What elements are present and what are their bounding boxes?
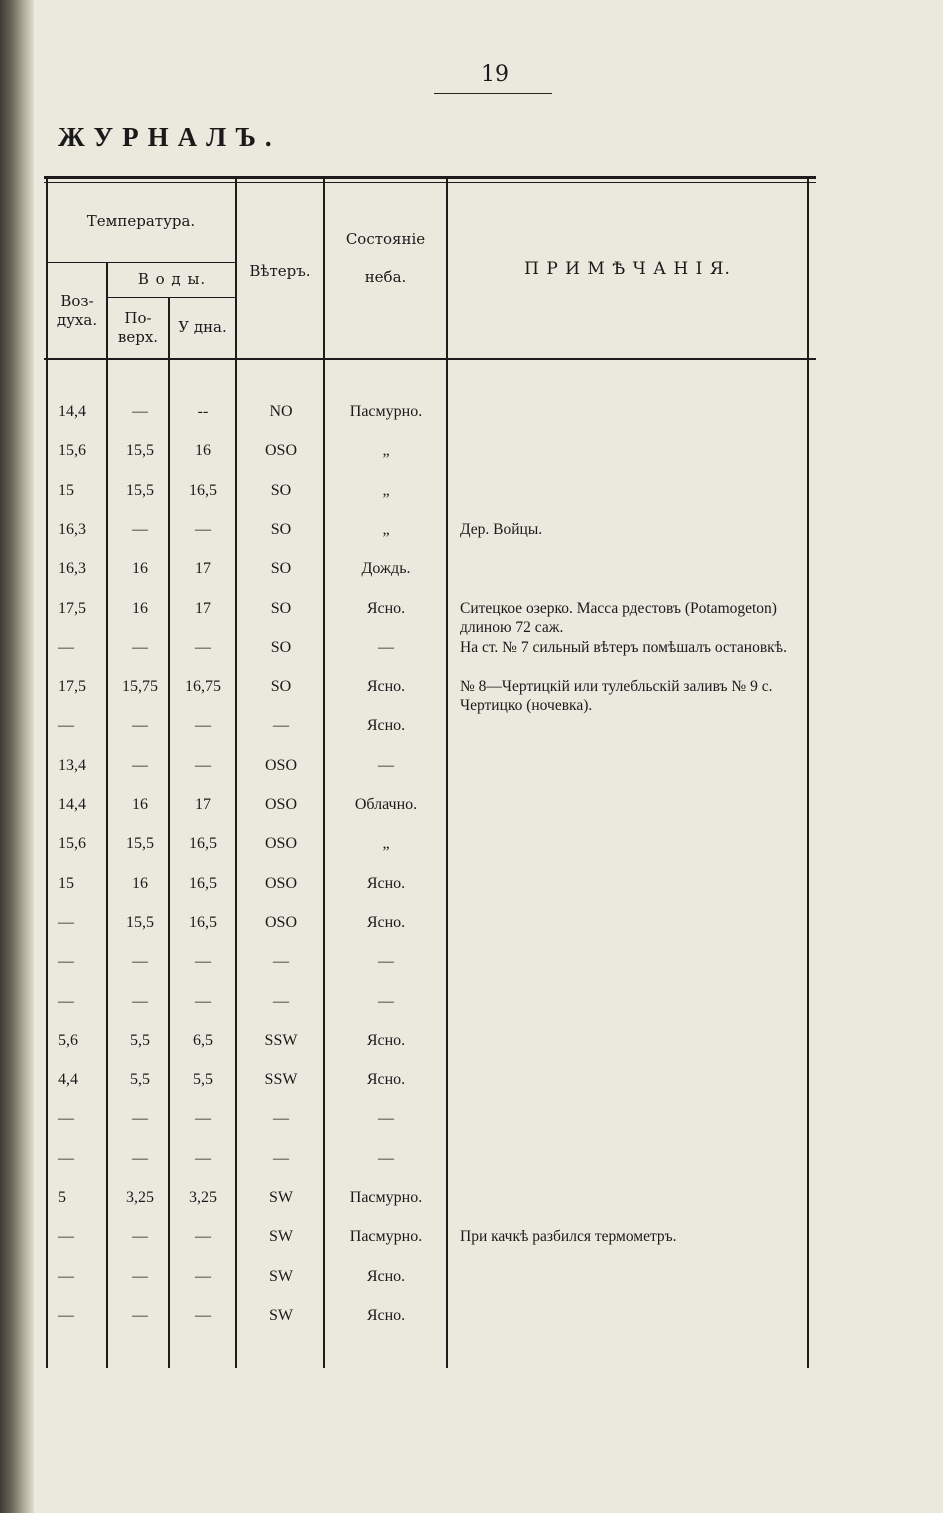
bottom-temp-cell: 16,5 <box>189 914 217 931</box>
surface-temp-cell: 16 <box>132 600 148 617</box>
surface-temp-cell: 15,5 <box>126 914 154 931</box>
bottom-temp-cell: — <box>195 993 211 1010</box>
bottom-temp-cell: — <box>195 953 211 970</box>
col-divider-sky <box>446 178 448 1368</box>
note-cell: Ситецкое озерко. Масса рдестовъ (Potamogeton) длиною 72 саж. <box>460 600 777 636</box>
bottom-temp-cell: 6,5 <box>193 1032 213 1049</box>
sky-state-cell: Ясно. <box>366 717 406 734</box>
air-temp-cell: — <box>58 639 74 656</box>
header-wind: Вѣтеръ. <box>249 262 311 280</box>
header-bottom: У дна. <box>178 318 227 336</box>
wind-cell: — <box>273 1150 289 1167</box>
wind-cell: SW <box>269 1268 293 1285</box>
wind-cell: — <box>273 953 289 970</box>
bottom-temp-cell: — <box>195 1150 211 1167</box>
wind-cell: OSO <box>264 875 297 892</box>
bottom-temp-cell: 17 <box>195 600 211 617</box>
header-bottom-rule <box>44 358 816 360</box>
sky-state-cell: Пасмурно. <box>349 1228 423 1245</box>
air-temp-cell: 16,3 <box>58 560 86 577</box>
air-temp-cell: — <box>58 1307 74 1324</box>
sky-state-cell: Ясно. <box>366 678 406 695</box>
air-temp-cell: — <box>58 1150 74 1167</box>
wind-cell: OSO <box>264 835 297 852</box>
wind-cell: — <box>273 717 289 734</box>
bottom-temp-cell: 16,5 <box>189 835 217 852</box>
water-subrule <box>108 297 236 298</box>
bottom-temp-cell: 5,5 <box>193 1071 213 1088</box>
bottom-temp-cell: 3,25 <box>189 1189 217 1206</box>
sky-state-cell: Ясно. <box>366 1307 406 1324</box>
wind-cell: — <box>273 1110 289 1127</box>
air-temp-cell: 14,4 <box>58 796 86 813</box>
air-temp-cell: 4,4 <box>58 1071 78 1088</box>
bottom-temp-cell: 16,5 <box>189 875 217 892</box>
bottom-temp-cell: — <box>195 757 211 774</box>
note-cell: Дер. Войцы. <box>460 521 543 538</box>
air-temp-cell: — <box>58 717 74 734</box>
bottom-temp-cell: 16 <box>195 442 211 459</box>
sky-state-cell: Пасмурно. <box>349 403 423 420</box>
sky-state-cell: „ <box>382 442 390 459</box>
sky-state-cell: „ <box>382 482 390 499</box>
surface-temp-cell: — <box>132 403 148 420</box>
bottom-temp-cell: 16,5 <box>189 482 217 499</box>
surface-temp-cell: 3,25 <box>126 1189 154 1206</box>
table-top-rule <box>44 176 816 179</box>
journal-title: ЖУРНАЛЪ. <box>58 122 281 152</box>
book-binding-shadow <box>0 0 34 1513</box>
header-temperature: Температура. <box>86 212 196 230</box>
header-surface: По- верх. <box>117 309 159 346</box>
wind-cell: OSO <box>264 796 297 813</box>
wind-cell: — <box>273 993 289 1010</box>
wind-cell: SO <box>270 678 292 695</box>
surface-temp-cell: — <box>132 757 148 774</box>
air-temp-cell: 15 <box>58 482 74 499</box>
surface-temp-cell: 15,5 <box>126 442 154 459</box>
page-number: 19 <box>481 62 509 87</box>
air-temp-cell: 14,4 <box>58 403 86 420</box>
bottom-temp-cell: 16,75 <box>185 678 221 695</box>
air-temp-cell: — <box>58 993 74 1010</box>
bottom-temp-cell: 17 <box>195 560 211 577</box>
wind-cell: SW <box>269 1307 293 1324</box>
wind-cell: SO <box>270 482 292 499</box>
sky-state-cell: — <box>378 1150 394 1167</box>
wind-cell: SO <box>270 600 292 617</box>
wind-cell: SO <box>270 560 292 577</box>
sky-state-cell: Пасмурно. <box>349 1189 423 1206</box>
surface-temp-cell: — <box>132 1150 148 1167</box>
surface-temp-cell: 15,5 <box>126 482 154 499</box>
sky-state-cell: — <box>378 1110 394 1127</box>
bottom-temp-cell: — <box>195 1307 211 1324</box>
surface-temp-cell: — <box>132 1228 148 1245</box>
air-temp-cell: 5 <box>58 1189 66 1206</box>
wind-cell: OSO <box>264 442 297 459</box>
wind-cell: SW <box>269 1189 293 1206</box>
air-temp-cell: 15,6 <box>58 442 86 459</box>
surface-temp-cell: — <box>132 953 148 970</box>
bottom-temp-cell: — <box>195 1110 211 1127</box>
surface-temp-cell: — <box>132 1307 148 1324</box>
wind-cell: SSW <box>264 1032 298 1049</box>
wind-cell: SW <box>269 1228 293 1245</box>
air-temp-cell: 5,6 <box>58 1032 78 1049</box>
header-water: В о д ы. <box>137 270 207 288</box>
header-sky: Состояніе неба. <box>345 230 426 286</box>
surface-temp-cell: 16 <box>132 875 148 892</box>
sky-state-cell: — <box>378 757 394 774</box>
surface-temp-cell: 15,5 <box>126 835 154 852</box>
surface-temp-cell: — <box>132 521 148 538</box>
air-temp-cell: — <box>58 1110 74 1127</box>
header-air: Воз- духа. <box>56 292 98 329</box>
bottom-temp-cell: — <box>195 1268 211 1285</box>
temperature-subrule <box>48 262 236 263</box>
surface-temp-cell: — <box>132 993 148 1010</box>
surface-temp-cell: 5,5 <box>130 1071 150 1088</box>
air-temp-cell: — <box>58 953 74 970</box>
bottom-temp-cell: — <box>195 717 211 734</box>
surface-temp-cell: — <box>132 1268 148 1285</box>
bottom-temp-cell: — <box>195 1228 211 1245</box>
wind-cell: OSO <box>264 914 297 931</box>
sky-state-cell: Ясно. <box>366 1071 406 1088</box>
bottom-temp-cell: — <box>195 521 211 538</box>
surface-temp-cell: — <box>132 639 148 656</box>
sky-state-cell: Ясно. <box>366 1032 406 1049</box>
wind-cell: NO <box>269 403 293 420</box>
sky-state-cell: Ясно. <box>366 914 406 931</box>
sky-state-cell: Ясно. <box>366 875 406 892</box>
surface-temp-cell: — <box>132 717 148 734</box>
table-left-border <box>46 178 48 1368</box>
page-number-rule <box>434 93 552 94</box>
col-divider-bottom <box>235 178 237 1368</box>
table-top-rule-thin <box>44 182 816 183</box>
sky-state-cell: „ <box>382 521 390 538</box>
sky-state-cell: — <box>378 953 394 970</box>
surface-temp-cell: 16 <box>132 796 148 813</box>
surface-temp-cell: 16 <box>132 560 148 577</box>
air-temp-cell: 17,5 <box>58 600 86 617</box>
note-cell: № 8—Чертицкій или тулебльскій заливъ № 9 с. Чертицко (ночевка). <box>460 678 773 714</box>
note-cell: На ст. № 7 сильный вѣтеръ помѣшалъ остановкѣ. <box>460 639 787 656</box>
wind-cell: OSO <box>264 757 297 774</box>
surface-temp-cell: 5,5 <box>130 1032 150 1049</box>
air-temp-cell: 16,3 <box>58 521 86 538</box>
air-temp-cell: 15,6 <box>58 835 86 852</box>
wind-cell: SSW <box>264 1071 298 1088</box>
air-temp-cell: — <box>58 914 74 931</box>
air-temp-cell: — <box>58 1268 74 1285</box>
note-cell: При качкѣ разбился термометръ. <box>460 1228 677 1245</box>
col-divider-surface <box>168 297 170 1368</box>
bottom-temp-cell: — <box>195 639 211 656</box>
sky-state-cell: Дождь. <box>361 560 411 577</box>
wind-cell: SO <box>270 521 292 538</box>
table-right-border <box>807 178 809 1368</box>
sky-state-cell: — <box>378 993 394 1010</box>
sky-state-cell: Ясно. <box>366 600 406 617</box>
sky-state-cell: Облачно. <box>354 796 418 813</box>
header-notes: П Р И М Ѣ Ч А Н І Я. <box>524 259 731 279</box>
air-temp-cell: 17,5 <box>58 678 86 695</box>
surface-temp-cell: 15,75 <box>122 678 158 695</box>
sky-state-cell: — <box>378 639 394 656</box>
bottom-temp-cell: -- <box>197 403 209 420</box>
bottom-temp-cell: 17 <box>195 796 211 813</box>
sky-state-cell: „ <box>382 835 390 852</box>
air-temp-cell: 15 <box>58 875 74 892</box>
surface-temp-cell: — <box>132 1110 148 1127</box>
sky-state-cell: Ясно. <box>366 1268 406 1285</box>
air-temp-cell: — <box>58 1228 74 1245</box>
air-temp-cell: 13,4 <box>58 757 86 774</box>
wind-cell: SO <box>270 639 292 656</box>
